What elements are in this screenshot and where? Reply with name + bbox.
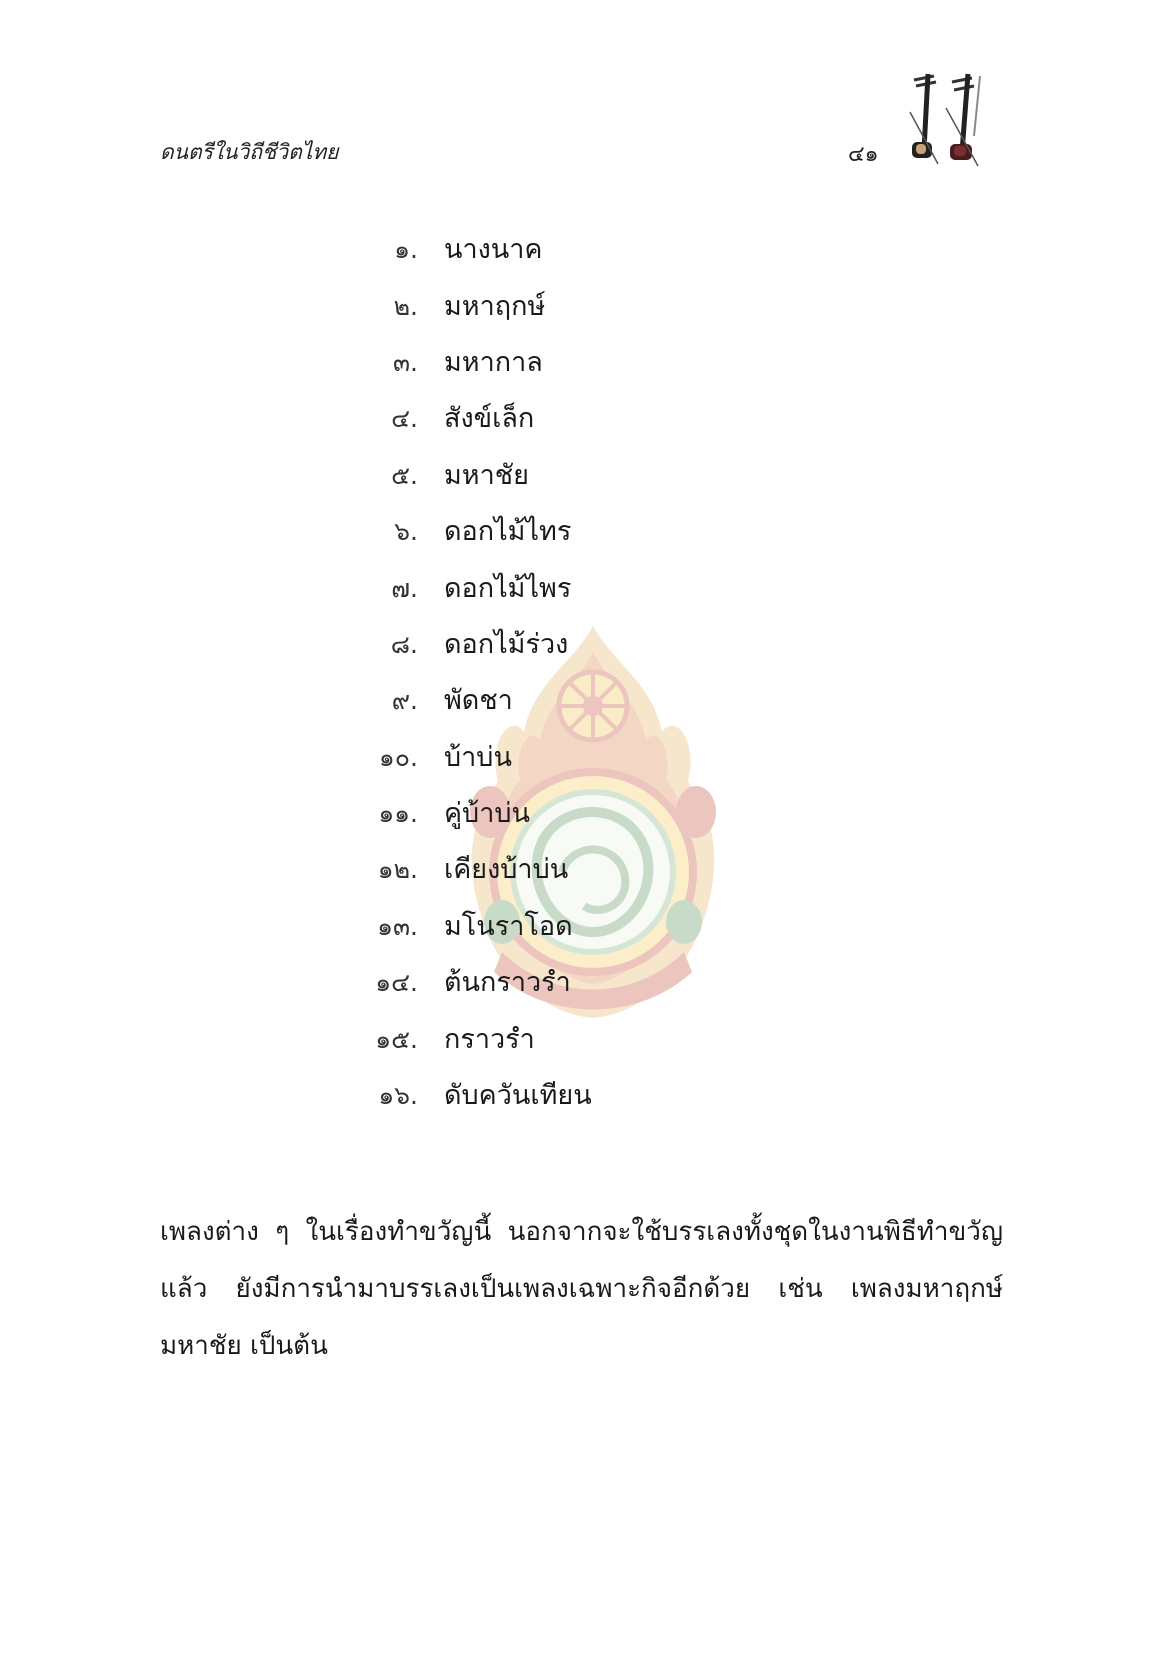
list-item-number: ๙. xyxy=(391,686,418,716)
list-item-number: ๓. xyxy=(392,347,418,377)
list-item-song-name: นางนาค xyxy=(444,234,543,266)
list-item-number: ๑๒. xyxy=(377,855,418,885)
list-item-number: ๔. xyxy=(391,404,418,434)
list-item-number: ๑. xyxy=(394,235,418,265)
list-item-song-name: มหาฤกษ์ xyxy=(444,290,546,322)
list-item xyxy=(330,222,592,278)
list-item-song-name: ดอกไม้ร่วง xyxy=(444,628,569,660)
list-item-song-name: เคียงบ้าบ่น xyxy=(444,854,569,886)
list-item-song-name: สังข์เล็ก xyxy=(444,403,535,435)
list-item-number: ๑๓. xyxy=(377,911,418,941)
list-item-song-name: มหากาล xyxy=(444,346,543,378)
list-item xyxy=(330,955,592,1011)
list-item xyxy=(330,560,592,616)
list-item-number: ๒. xyxy=(393,291,418,321)
list-item xyxy=(330,504,592,560)
thai-fiddle-icon xyxy=(908,72,1008,172)
list-item-song-name: พัดชา xyxy=(444,685,513,717)
list-item xyxy=(330,617,592,673)
list-item-number: ๑๐. xyxy=(378,742,418,772)
list-item xyxy=(330,899,592,955)
list-item-number: ๕. xyxy=(391,460,418,490)
list-item-song-name: ต้นกราวรำ xyxy=(444,967,571,999)
list-item xyxy=(330,730,592,786)
list-item-song-name: บ้าบ่น xyxy=(444,741,512,773)
list-item-number: ๘. xyxy=(390,629,418,659)
list-item xyxy=(330,1011,592,1067)
list-item xyxy=(330,786,592,842)
list-item-number: ๖. xyxy=(394,517,418,547)
list-item xyxy=(330,391,592,447)
list-item xyxy=(330,278,592,334)
list-item-song-name: ดอกไม้ไทร xyxy=(444,516,572,548)
page-number: ๔๑ xyxy=(848,142,879,167)
list-item-song-name: ดอกไม้ไพร xyxy=(444,572,572,604)
list-item-song-name: มโนราโอด xyxy=(444,910,573,942)
running-header-title: ดนตรีในวิถีชีวิตไทย xyxy=(160,140,339,164)
song-list xyxy=(330,222,592,1124)
list-item-number: ๑๕. xyxy=(375,1024,418,1054)
list-item-number: ๑๑. xyxy=(378,799,418,829)
list-item xyxy=(330,1068,592,1124)
list-item-number: ๑๔. xyxy=(375,968,418,998)
list-item xyxy=(330,673,592,729)
list-item-number: ๑๖. xyxy=(378,1081,418,1111)
list-item-song-name: มหาชัย xyxy=(444,459,529,491)
list-item-number: ๗. xyxy=(391,573,418,603)
list-item-song-name: กราวรำ xyxy=(444,1023,535,1055)
list-item xyxy=(330,842,592,898)
list-item xyxy=(330,335,592,391)
list-item-song-name: ดับควันเทียน xyxy=(444,1080,592,1112)
body-paragraph: เพลงต่าง ๆ ในเรื่องทำขวัญนี้ นอกจากจะใช้บรรเลงทั้งชุดในงานพิธีทำขวัญแล้ว ยังมีการนำมาบรรเลงเป็นเพลงเฉพาะกิจอีกด้วย เช่น เพลงมหาฤกษ์ มหาชัย เป็นต้น xyxy=(160,1217,1003,1361)
list-item xyxy=(330,448,592,504)
list-item-song-name: คู่บ้าบ่น xyxy=(444,798,530,830)
